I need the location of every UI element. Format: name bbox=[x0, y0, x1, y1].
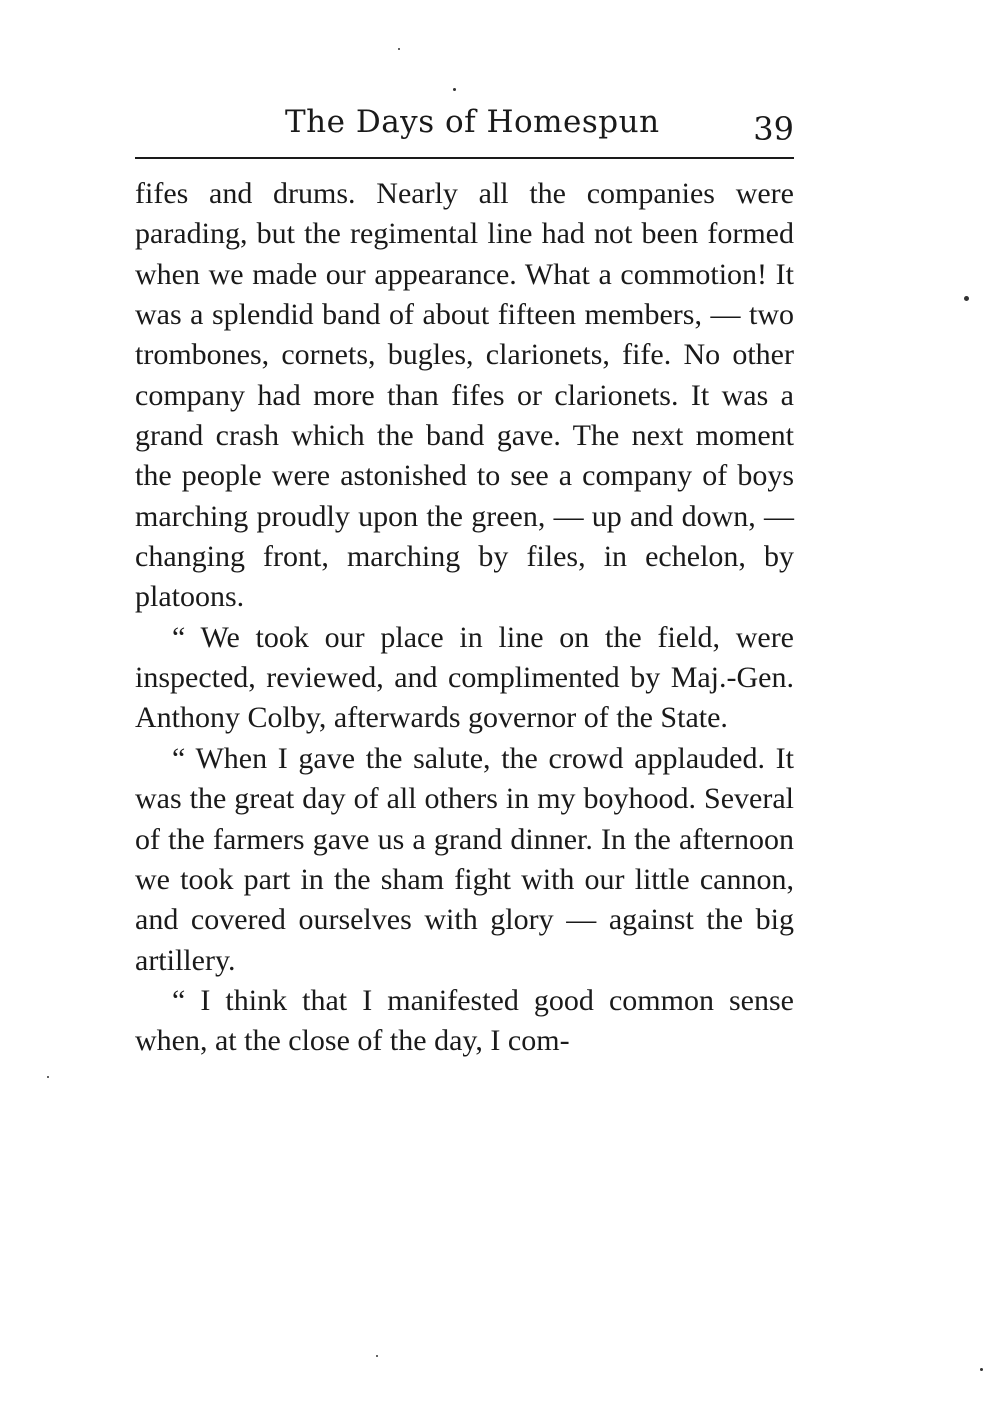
scan-speck bbox=[398, 48, 400, 50]
header-rule bbox=[135, 157, 794, 159]
scan-speck bbox=[980, 1368, 983, 1371]
paragraph-3: “ When I gave the salute, the crowd applauded. It was the great day of all others in my boyhood. Several of the farmers gave us a grand dinner. In the afternoon we took part in the sham fight with our little cannon, and covered ourselves with glory — against the big artillery. bbox=[135, 741, 794, 977]
scan-speck bbox=[376, 1355, 378, 1357]
paragraph-1: fifes and drums. Nearly all the companies were parading, but the regimental line had not been formed when we made our appearance. What a commotion! It was a splendid band of about fifteen members, — two trombones, cornets, bugles, clarionets, fife. No other company had more than fifes or clarionets. It was a grand crash which the band gave. The next moment the people were astonished to see a company of boys marching proudly upon the green, — up and down, — changing front, marching by files, in echelon, by platoons. bbox=[135, 177, 794, 614]
scan-speck bbox=[964, 296, 969, 301]
running-title: The Days of Homespun bbox=[285, 104, 660, 140]
scan-speck bbox=[453, 88, 456, 91]
scan-speck bbox=[47, 1076, 49, 1078]
running-head bbox=[135, 104, 794, 148]
page-number: 39 bbox=[753, 110, 794, 148]
paragraph-4: “ I think that I manifested good common sense when, at the close of the day, I com- bbox=[135, 983, 794, 1058]
body-text bbox=[135, 174, 794, 1062]
paragraph-2: “ We took our place in line on the field, were inspected, reviewed, and complimented by Maj.-Gen. Anthony Colby, afterwards governor of the State. bbox=[135, 620, 794, 735]
